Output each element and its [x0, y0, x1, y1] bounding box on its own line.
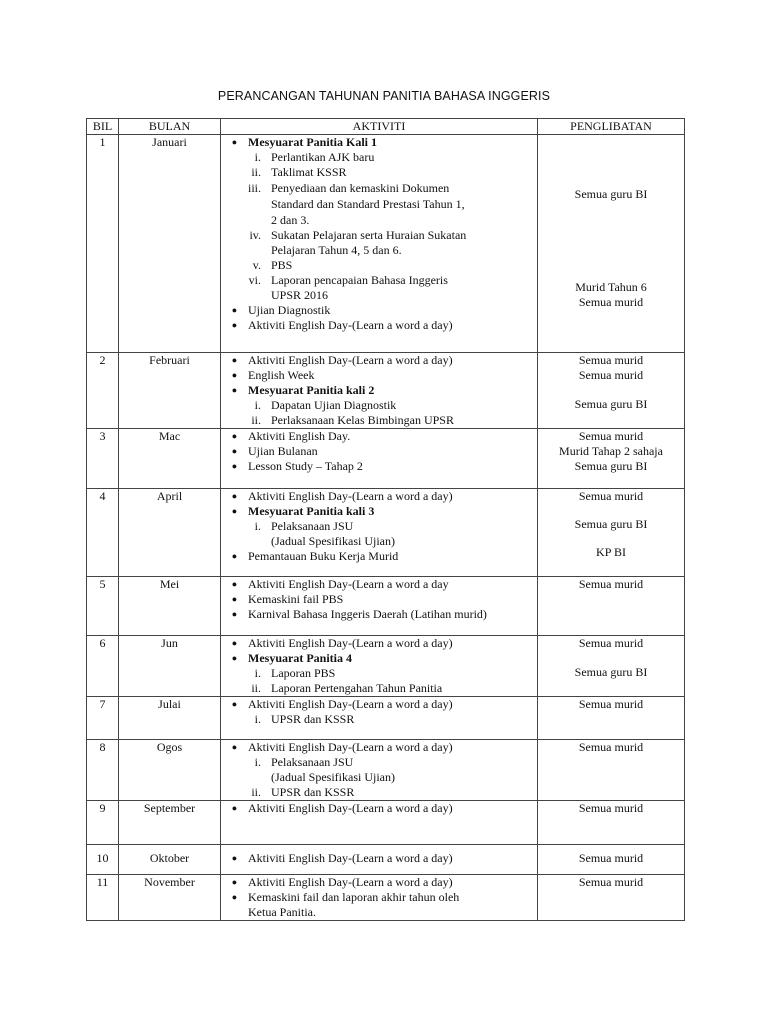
involvement-cell: [538, 489, 685, 577]
activity-cell: [221, 489, 538, 577]
table-row: [87, 489, 685, 577]
row-month: Jun: [119, 636, 221, 697]
sub-text: Taklimat KSSR: [271, 165, 347, 179]
activity-cell: [221, 429, 538, 489]
sub-text: Laporan PBS: [271, 666, 336, 680]
bullet-icon: ●: [231, 370, 238, 380]
list-item: [221, 489, 537, 504]
sub-text-cont: Pelajaran Tahun 4, 5 dan 6.: [271, 243, 402, 257]
sub-item: [221, 150, 537, 165]
activity-text: Aktiviti English Day-(Learn a word a day): [248, 353, 453, 367]
annual-plan-table: [86, 118, 685, 921]
activity-text: Aktiviti English Day-(Learn a word a day): [248, 697, 453, 711]
sub-item: [221, 165, 537, 180]
list-item: [221, 851, 537, 866]
sub-text: Pelaksanaan JSU: [271, 519, 354, 533]
activity-text-line: Kemaskini fail dan laporan akhir tahun oleh: [248, 890, 460, 904]
involvement-text: Semua murid: [578, 740, 644, 754]
activity-cell: [221, 135, 538, 353]
involvement-text: Semua murid: [578, 353, 644, 367]
row-month: Ogos: [119, 740, 221, 801]
sub-number: ii.: [251, 413, 261, 427]
header-penglibatan: PENGLIBATAN: [538, 119, 685, 135]
list-item: [221, 651, 537, 666]
bullet-icon: ●: [231, 609, 238, 619]
activity-text: Ujian Bulanan: [248, 444, 318, 458]
row-number: 2: [87, 353, 119, 429]
involvement-text: Semua murid: [578, 577, 644, 591]
sub-text: Laporan pencapaian Bahasa Inggeris: [271, 273, 448, 287]
table-row: [87, 740, 685, 801]
header-aktiviti: AKTIVITI: [221, 119, 538, 135]
sub-item: [221, 681, 537, 696]
sub-text: PBS: [271, 258, 293, 272]
activity-cell: [221, 801, 538, 845]
sub-text: Pelaksanaan JSU: [271, 755, 354, 769]
list-item: [221, 801, 537, 816]
list-item: [221, 318, 537, 333]
bullet-icon: ●: [231, 461, 238, 471]
row-month: Februari: [119, 353, 221, 429]
activity-text: Aktiviti English Day-(Learn a word a day): [248, 489, 453, 503]
sub-number: ii.: [251, 681, 261, 695]
sub-text-cont: 2 dan 3.: [271, 213, 310, 227]
page-title: PERANCANGAN TAHUNAN PANITIA BAHASA INGGERIS: [217, 89, 551, 103]
activity-text: Mesyuarat Panitia Kali 1: [248, 135, 377, 149]
sub-number: i.: [254, 712, 261, 726]
bullet-icon: ●: [231, 506, 238, 516]
activity-text: English Week: [248, 368, 315, 382]
activity-cell: [221, 845, 538, 875]
bullet-icon: ●: [231, 137, 238, 147]
sub-text: Perlantikan AJK baru: [271, 150, 375, 164]
sub-number: v.: [252, 258, 261, 272]
sub-item: [221, 258, 537, 273]
list-item: [221, 549, 537, 564]
table-row: [87, 577, 685, 636]
activity-text: Ujian Diagnostik: [248, 303, 331, 317]
involvement-text: Semua murid: [578, 697, 644, 711]
bullet-icon: ●: [231, 699, 238, 709]
sub-item: [221, 273, 537, 288]
table-row: [87, 845, 685, 875]
sub-text-cont: Standard dan Standard Prestasi Tahun 1,: [271, 197, 465, 211]
sub-text: Penyediaan dan kemaskini Dokumen: [271, 181, 450, 195]
activity-text: Aktiviti English Day-(Learn a word a day): [248, 636, 453, 650]
sub-number: vi.: [248, 273, 261, 287]
sub-item: [221, 712, 537, 727]
sub-text: Laporan Pertengahan Tahun Panitia: [271, 681, 443, 695]
bullet-icon: ●: [231, 355, 238, 365]
activity-text: Pemantauan Buku Kerja Murid: [248, 549, 399, 563]
activity-text: [248, 890, 459, 920]
involvement-text: Semua murid: [578, 295, 644, 309]
list-item: [221, 607, 537, 622]
bullet-icon: ●: [231, 320, 238, 330]
table-row: [87, 636, 685, 697]
involvement-text: Semua guru BI: [574, 459, 648, 473]
bullet-icon: ●: [231, 653, 238, 663]
list-item: [221, 592, 537, 607]
row-number: 7: [87, 697, 119, 740]
row-month: Oktober: [119, 845, 221, 875]
sub-item: [221, 398, 537, 413]
involvement-text: Semua guru BI: [574, 517, 648, 531]
sub-text: UPSR dan KSSR: [271, 712, 355, 726]
involvement-text: Semua guru BI: [574, 397, 648, 411]
sub-number: i.: [254, 398, 261, 412]
list-item: [221, 577, 537, 592]
activity-text: Mesyuarat Panitia kali 3: [248, 504, 375, 518]
involvement-text: Murid Tahap 2 sahaja: [559, 444, 663, 458]
activity-cell: [221, 577, 538, 636]
sub-item: [221, 755, 537, 770]
activity-text: Aktiviti English Day-(Learn a word a day: [248, 577, 449, 591]
involvement-cell: [538, 135, 685, 353]
sub-text-cont: (Jadual Spesifikasi Ujian): [271, 770, 395, 784]
involvement-text: Semua murid: [578, 368, 644, 382]
sub-text-cont: (Jadual Spesifikasi Ujian): [271, 534, 395, 548]
bullet-icon: ●: [231, 491, 238, 501]
bullet-icon: ●: [231, 742, 238, 752]
table-row: [87, 875, 685, 921]
involvement-cell: [538, 636, 685, 697]
table-row: [87, 801, 685, 845]
table-header-row: [87, 119, 685, 135]
row-number: 9: [87, 801, 119, 845]
list-item: [221, 875, 537, 890]
sub-text: Sukatan Pelajaran serta Huraian Sukatan: [271, 228, 467, 242]
table-row: [87, 697, 685, 740]
sub-number: i.: [254, 519, 261, 533]
sub-text-cont: UPSR 2016: [271, 288, 329, 302]
sub-number: ii.: [251, 165, 261, 179]
bullet-icon: ●: [231, 431, 238, 441]
involvement-cell: [538, 577, 685, 636]
row-number: 10: [87, 845, 119, 875]
row-month: September: [119, 801, 221, 845]
row-month: April: [119, 489, 221, 577]
bullet-icon: ●: [231, 803, 238, 813]
list-item: [221, 353, 537, 368]
bullet-icon: ●: [231, 638, 238, 648]
bullet-icon: ●: [231, 877, 238, 887]
header-bil: BIL: [87, 119, 119, 135]
involvement-text: Semua guru BI: [574, 665, 648, 679]
involvement-text: Semua murid: [578, 875, 644, 889]
involvement-text: Semua murid: [578, 801, 644, 815]
sub-text: UPSR dan KSSR: [271, 785, 355, 799]
involvement-text: Semua murid: [578, 636, 644, 650]
row-number: 4: [87, 489, 119, 577]
row-number: 11: [87, 875, 119, 921]
table-row: [87, 135, 685, 353]
activity-cell: [221, 697, 538, 740]
involvement-cell: [538, 697, 685, 740]
involvement-cell: [538, 875, 685, 921]
activity-text: Lesson Study – Tahap 2: [248, 459, 363, 473]
row-number: 1: [87, 135, 119, 353]
sub-number: i.: [254, 666, 261, 680]
sub-item: [221, 180, 537, 196]
activity-cell: [221, 353, 538, 429]
involvement-cell: [538, 740, 685, 801]
sub-item: [221, 785, 537, 800]
list-item: [221, 504, 537, 519]
list-item: [221, 383, 537, 398]
list-item: [221, 429, 537, 444]
row-month: November: [119, 875, 221, 921]
bullet-icon: ●: [231, 446, 238, 456]
involvement-text: Semua murid: [578, 851, 644, 865]
sub-number: iv.: [249, 228, 261, 242]
list-item: [221, 740, 537, 755]
sub-number: iii.: [247, 181, 261, 195]
row-month: Mac: [119, 429, 221, 489]
activity-text: Aktiviti English Day-(Learn a word a day): [248, 875, 453, 889]
sub-text: Dapatan Ujian Diagnostik: [271, 398, 397, 412]
sub-number: i.: [254, 150, 261, 164]
involvement-text: Semua guru BI: [574, 187, 648, 201]
involvement-text: Murid Tahun 6: [575, 280, 647, 294]
sub-number: i.: [254, 755, 261, 769]
sub-item: [221, 519, 537, 534]
list-item: [221, 459, 537, 474]
list-item: [221, 444, 537, 459]
sub-item: [221, 413, 537, 428]
activity-text: Aktiviti English Day-(Learn a word a day): [248, 318, 453, 332]
activity-cell: [221, 636, 538, 697]
activity-text: Aktiviti English Day-(Learn a word a day): [248, 851, 453, 865]
activity-text: Aktiviti English Day-(Learn a word a day): [248, 801, 453, 815]
activity-text: Mesyuarat Panitia kali 2: [248, 383, 375, 397]
involvement-text: KP BI: [596, 545, 626, 559]
activity-text: Aktiviti English Day-(Learn a word a day): [248, 740, 453, 754]
activity-cell: [221, 875, 538, 921]
bullet-icon: ●: [231, 892, 238, 902]
list-item: [221, 636, 537, 651]
row-number: 8: [87, 740, 119, 801]
bullet-icon: ●: [231, 551, 238, 561]
list-item: [221, 135, 537, 150]
bullet-icon: ●: [231, 579, 238, 589]
list-item: [221, 697, 537, 712]
involvement-cell: [538, 429, 685, 489]
sub-item: [221, 228, 537, 243]
row-month: Januari: [119, 135, 221, 353]
activity-text: Aktiviti English Day.: [248, 429, 351, 443]
table-row: [87, 429, 685, 489]
bullet-icon: ●: [231, 305, 238, 315]
header-bulan: BULAN: [119, 119, 221, 135]
list-item: [221, 368, 537, 383]
list-item: [221, 890, 537, 920]
list-item: [221, 303, 537, 318]
involvement-cell: [538, 845, 685, 875]
row-number: 3: [87, 429, 119, 489]
bullet-icon: ●: [231, 594, 238, 604]
table-row: [87, 353, 685, 429]
activity-text: Karnival Bahasa Inggeris Daerah (Latihan murid): [248, 607, 487, 621]
involvement-text: Semua murid: [578, 489, 644, 503]
row-month: Mei: [119, 577, 221, 636]
bullet-icon: ●: [231, 853, 238, 863]
sub-number: ii.: [251, 785, 261, 799]
activity-text: Kemaskini fail PBS: [248, 592, 344, 606]
sub-text: Perlaksanaan Kelas Bimbingan UPSR: [271, 413, 454, 427]
bullet-icon: ●: [231, 385, 238, 395]
row-month: Julai: [119, 697, 221, 740]
involvement-cell: [538, 353, 685, 429]
activity-cell: [221, 740, 538, 801]
row-number: 5: [87, 577, 119, 636]
activity-text-line: Ketua Panitia.: [248, 905, 316, 919]
involvement-text: Semua murid: [578, 429, 644, 443]
row-number: 6: [87, 636, 119, 697]
activity-text: Mesyuarat Panitia 4: [248, 651, 352, 665]
sub-item: [221, 666, 537, 681]
involvement-cell: [538, 801, 685, 845]
